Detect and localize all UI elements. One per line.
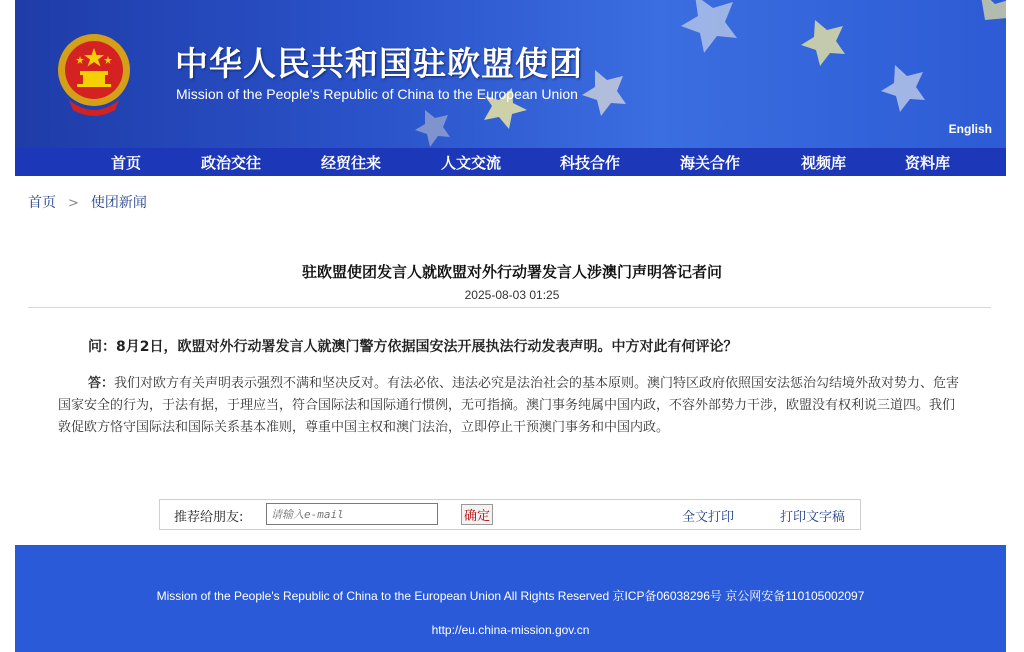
breadcrumb bbox=[28, 192, 147, 212]
print-text-link[interactable]: 打印文字稿 bbox=[780, 510, 846, 525]
title-divider bbox=[28, 307, 991, 308]
nav-item-economy-trade[interactable]: 经贸往来 bbox=[321, 154, 382, 172]
answer-label: 答： bbox=[88, 376, 115, 391]
nav-item-video[interactable]: 视频库 bbox=[801, 154, 847, 172]
nav-item-politics[interactable]: 政治交往 bbox=[201, 154, 262, 172]
nav-item-customs[interactable]: 海关合作 bbox=[680, 154, 741, 172]
main-nav bbox=[15, 148, 1006, 176]
article-title: 驻欧盟使团发言人就欧盟对外行动署发言人涉澳门声明答记者问 bbox=[301, 263, 722, 281]
footer-url-link[interactable]: http://eu.china-mission.gov.cn bbox=[431, 623, 590, 637]
site-title-en: Mission of the People's Republic of China to the European Union bbox=[176, 86, 578, 102]
submit-button[interactable]: 确定 bbox=[461, 504, 493, 525]
print-full-link[interactable]: 全文打印 bbox=[682, 510, 735, 525]
breadcrumb-current-link[interactable]: 使团新闻 bbox=[90, 195, 147, 211]
english-language-link[interactable]: English bbox=[948, 122, 992, 136]
national-emblem-icon bbox=[55, 30, 133, 116]
recommend-label: 推荐给朋友: bbox=[174, 510, 244, 525]
site-header bbox=[15, 0, 1006, 148]
answer-text: 我们对欧方有关声明表示强烈不满和坚决反对。有法必依、违法必究是法治社会的基本原则。澳门特区政府依照国安法惩治勾结境外敌对势力、危害国家安全的行为，于法有据，于理应当，符合国际法和国际通行惯例，无可指摘。澳门事务纯属中国内政，不容外部势力干涉，欧盟没有权利说三道四。我们敦促欧方恪守国际法和国际关系基本准则，尊重中国主权和澳门法治，立即停止干预澳门事务和中国内政。 bbox=[58, 376, 960, 435]
breadcrumb-home-link[interactable]: 首页 bbox=[28, 195, 56, 211]
nav-item-science[interactable]: 科技合作 bbox=[560, 154, 621, 172]
article-question: 问：8月2日，欧盟对外行动署发言人就澳门警方依据国安法开展执法行动发表声明。中方对此有何评论？ bbox=[88, 339, 738, 355]
article-date: 2025-08-03 01:25 bbox=[464, 288, 560, 302]
nav-item-archive[interactable]: 资料库 bbox=[905, 154, 951, 172]
nav-item-home[interactable]: 首页 bbox=[111, 154, 142, 172]
site-title-cn: 中华人民共和国驻欧盟使团 bbox=[175, 44, 583, 83]
article-answer bbox=[58, 373, 962, 439]
site-footer bbox=[15, 545, 1006, 652]
footer-copyright: Mission of the People's Republic of China to the European Union All Rights Reserved 京ICP备06038296号 京公网安备110105002097 bbox=[156, 589, 865, 603]
breadcrumb-separator: > bbox=[68, 196, 79, 211]
recommend-bar bbox=[159, 499, 861, 530]
email-input[interactable] bbox=[266, 503, 438, 525]
nav-item-culture[interactable]: 人文交流 bbox=[441, 154, 502, 172]
